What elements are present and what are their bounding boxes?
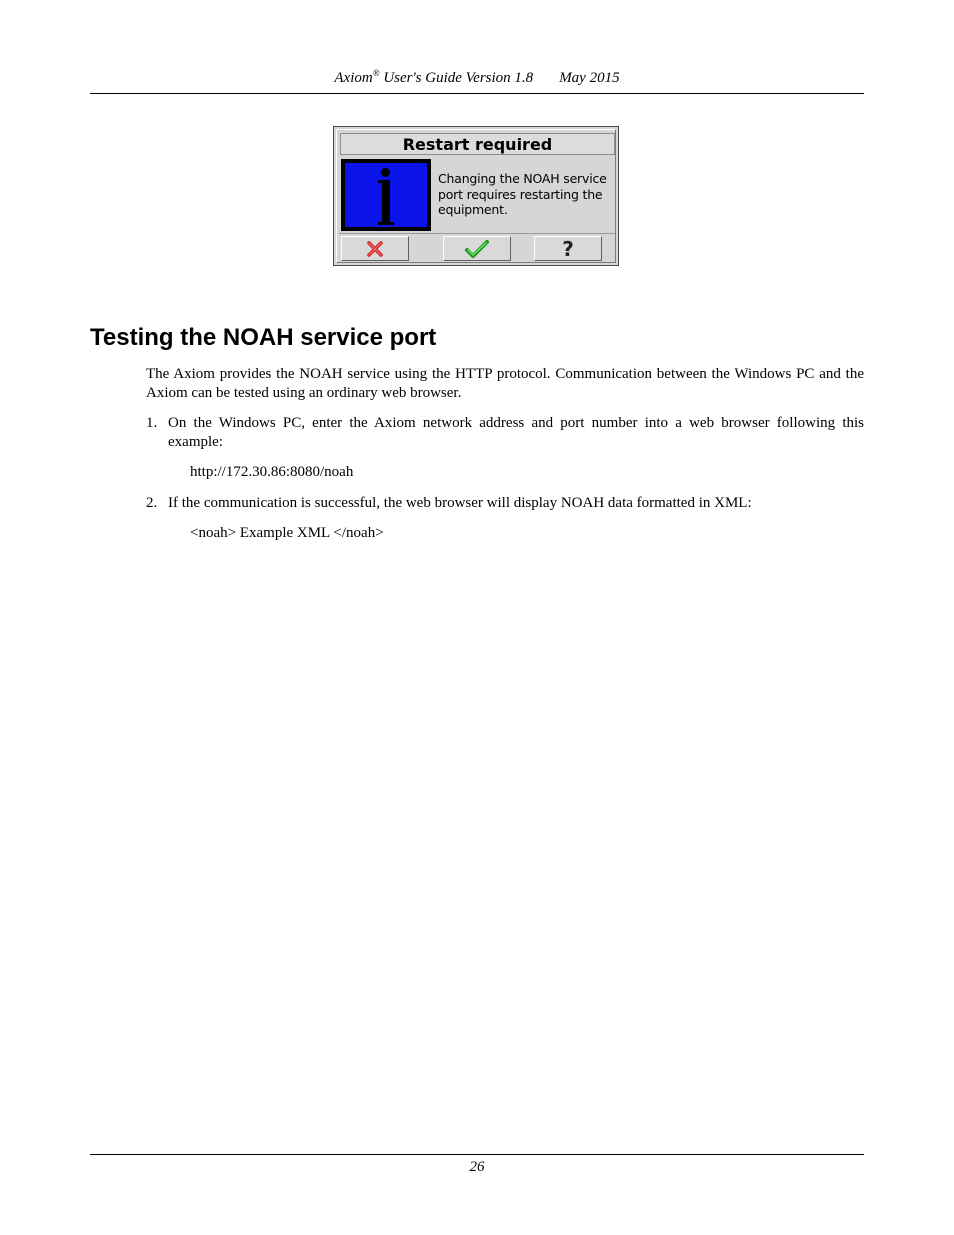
restart-dialog-screenshot — [333, 126, 619, 266]
dialog-message: Changing the NOAH service port requires restarting the equipment. — [438, 171, 607, 217]
header-date: May 2015 — [559, 70, 620, 86]
dialog-title: Restart required — [340, 133, 615, 155]
help-label: ? — [562, 236, 574, 261]
intro-paragraph: The Axiom provides the NOAH service using the HTTP protocol. Communication between the Windows PC and the Axiom can be tested using an ordinary web browser. — [146, 366, 864, 401]
page-number: 26 — [469, 1159, 485, 1175]
header-guide: User's Guide Version 1.8 — [383, 70, 534, 86]
example-xml: <noah> Example XML </noah> — [190, 525, 384, 541]
footer-rule — [90, 1154, 864, 1155]
header-product: Axiom — [334, 70, 373, 86]
red-x-icon — [366, 240, 384, 258]
dialog-button-row — [339, 233, 615, 264]
page-header — [90, 68, 864, 87]
header-rule — [90, 93, 864, 94]
example-url: http://172.30.86:8080/noah — [190, 464, 354, 480]
step-text: If the communication is successful, the web browser will display NOAH data formatted in XML: — [168, 495, 752, 511]
step-text: On the Windows PC, enter the Axiom network address and port number into a web browser following this example: — [168, 415, 864, 450]
confirm-button[interactable] — [443, 236, 511, 261]
step-number: 1. — [146, 415, 158, 431]
help-button[interactable] — [534, 236, 602, 261]
green-check-icon — [465, 239, 489, 259]
cancel-button[interactable] — [341, 236, 409, 261]
registered-mark: ® — [372, 68, 380, 78]
section-title: Testing the NOAH service port — [90, 324, 437, 351]
step-number: 2. — [146, 495, 158, 511]
info-icon — [341, 159, 431, 231]
